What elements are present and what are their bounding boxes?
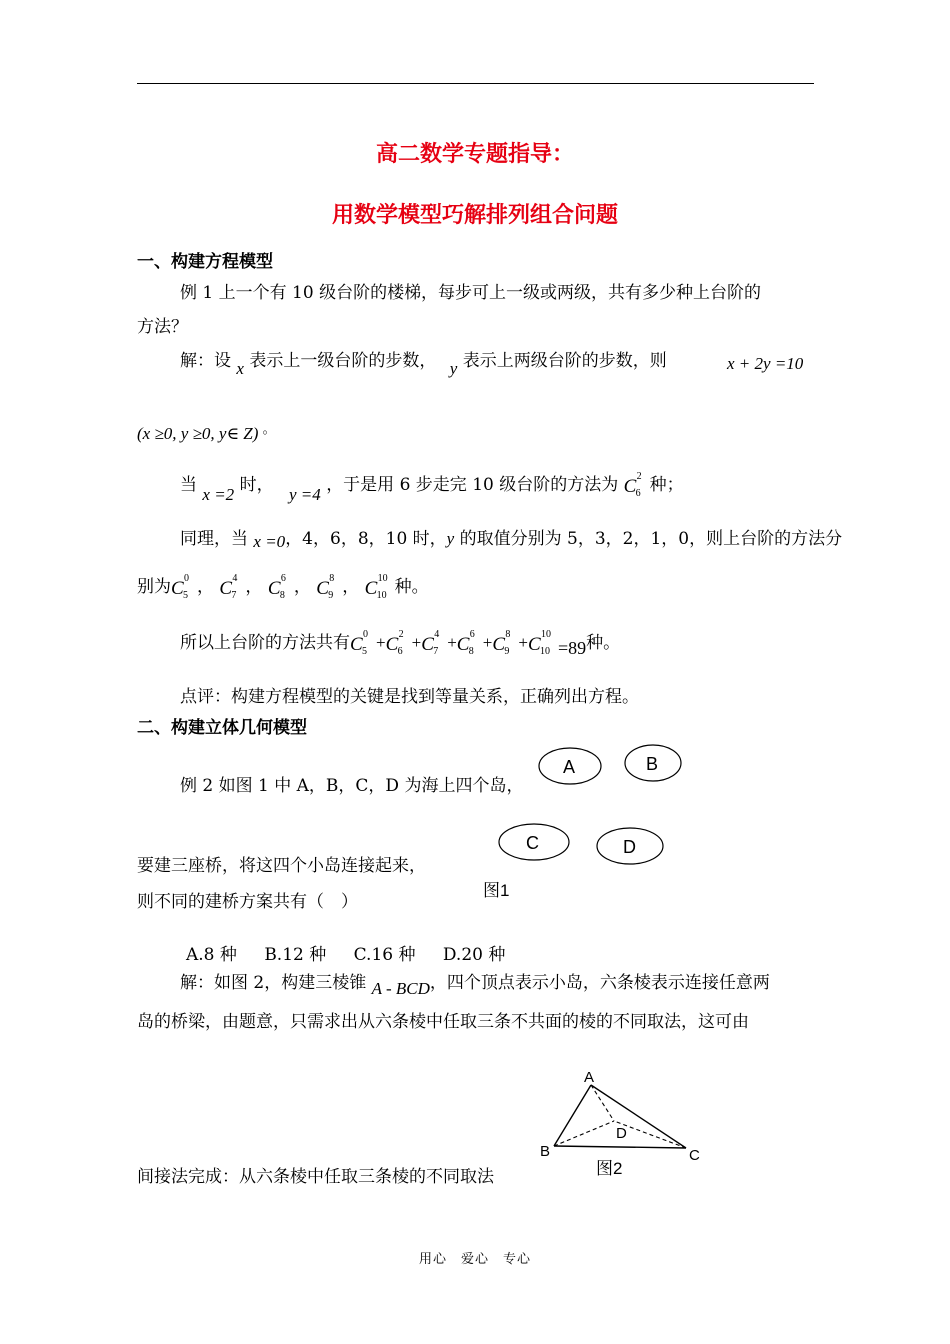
similar-text: 的取值分别为 5，3，2，1，0，则上台阶的方法分	[459, 529, 843, 549]
combination-c7-4: C 4 7	[219, 572, 238, 601]
respectively-end: 种。	[394, 577, 429, 597]
solution-text: 表示上两级台阶的步数，则	[462, 351, 667, 371]
combination-c9-8: C 8 9	[492, 628, 511, 657]
when-text: 当	[180, 475, 197, 495]
figure1-caption: 图1	[483, 881, 510, 900]
total-value: =89	[557, 638, 587, 658]
option-a: A.8 种	[186, 945, 237, 965]
when-line	[180, 470, 684, 504]
solution-text: 表示上一级台阶的步数，	[249, 351, 437, 371]
section2-heading: 二、构建立体几何模型	[137, 718, 307, 738]
variable-y: y	[446, 529, 455, 548]
page-subtitle: 用数学模型巧解排列组合问题	[331, 203, 618, 228]
constraint: (x ≥0, y ≥0, y∈ Z)	[137, 424, 263, 443]
edge-bd	[554, 1121, 614, 1146]
solution-text: 解：设	[180, 351, 231, 371]
plus-sign: +	[518, 633, 528, 652]
options-row	[186, 940, 505, 965]
y-value: y =4	[289, 485, 321, 504]
vertex-d-label: D	[616, 1125, 627, 1142]
option-d: D.20 种	[442, 945, 506, 965]
when-text: ，于是用 6 步走完 10 级台阶的方法为	[326, 475, 619, 495]
header-rule	[137, 83, 814, 84]
variable-x: x	[236, 359, 244, 378]
island-d-label: D	[623, 837, 636, 857]
total-line	[180, 628, 620, 657]
combination-c5-0: C 0 5	[350, 628, 368, 657]
similar-text: 同理，当	[180, 529, 248, 549]
page-title: 高二数学专题指导：	[375, 142, 574, 167]
option-b: B.12 种	[264, 945, 327, 965]
edge-bc	[554, 1146, 686, 1148]
example2-line2: 要建三座桥，将这四个小岛连接起来，	[137, 856, 426, 876]
edge-ab	[554, 1085, 591, 1146]
solution2-line1	[180, 968, 770, 998]
vertex-a-label: A	[584, 1069, 595, 1086]
combination-c6-2: C 2 6	[623, 470, 642, 499]
combination-c9-8: C 8 9	[316, 572, 335, 601]
when-text: 时，	[239, 475, 274, 495]
example2-line1: 例 2 如图 1 中 A，B，C，D 为海上四个岛，	[180, 776, 524, 796]
figure1-islands	[483, 738, 690, 910]
example2-line3: 则不同的建桥方案共有（ ）	[137, 892, 358, 912]
island-b-label: B	[646, 754, 659, 774]
respectively-text: 别为	[137, 577, 171, 597]
option-c: C.16 种	[353, 945, 416, 965]
island-c-label: C	[526, 833, 539, 853]
plus-sign: +	[376, 633, 386, 652]
solution2-line2: 岛的桥梁，由题意，只需求出从六条棱中任取三条不共面的棱的不同取法，这可由	[137, 1012, 749, 1032]
combination-c8-6: C 6 8	[456, 628, 475, 657]
similar-text: ，4，6，8，10 时，	[285, 529, 447, 549]
solution1-line	[180, 346, 667, 378]
combination-c8-6: C 6 8	[267, 572, 286, 601]
x-value: x =2	[202, 485, 235, 504]
example1-line1: 例 1 上一个有 10 级台阶的楼梯，每步可上一级或两级，共有多少种上台阶的	[180, 283, 762, 303]
combination-c7-4: C 4 7	[421, 628, 440, 657]
solution2-line3: 间接法完成：从六条棱中任取三条棱的不同取法	[137, 1167, 494, 1187]
total-end: 种。	[586, 633, 621, 653]
pyramid-name: A - BCD	[371, 979, 430, 998]
section1-heading: 一、构建方程模型	[137, 252, 273, 272]
island-a-label: A	[563, 757, 576, 777]
constraint-end: 。	[262, 422, 276, 437]
respectively-line: 别为 C 0 5 ， C 4 7 ， C 6 8 ， C 8 9 ， C 10 10 种。	[137, 572, 429, 601]
figure2-pyramid	[536, 1066, 706, 1180]
example1-line2: 方法？	[137, 317, 188, 337]
figure2-caption: 图2	[596, 1159, 623, 1178]
comment-line: 点评：构建方程模型的关键是找到等量关系，正确列出方程。	[180, 687, 639, 707]
when-text: 种；	[649, 475, 684, 495]
plus-sign: +	[411, 633, 422, 652]
total-text: 所以上台阶的方法共有	[180, 633, 350, 653]
edge-ac	[591, 1085, 686, 1148]
solution2-text: ，四个顶点表示小岛，六条棱表示连接任意两	[429, 973, 770, 993]
edge-ad	[591, 1085, 614, 1121]
combination-c10-10: C 10 10	[364, 572, 388, 601]
vertex-c-label: C	[689, 1147, 700, 1164]
plus-sign: +	[482, 633, 493, 652]
page-footer: 用心 爱心 专心	[418, 1252, 531, 1267]
equation: x + 2y =10	[727, 354, 804, 373]
x-zero: x =0	[253, 532, 286, 551]
plus-sign: +	[447, 633, 457, 652]
vertex-b-label: B	[540, 1143, 551, 1160]
combination-c10-10: C 10 10	[527, 628, 551, 657]
similar-line	[180, 524, 842, 549]
solution2-text: 解：如图 2，构建三棱锥	[180, 973, 367, 993]
constraint-line	[137, 424, 276, 444]
combination-c6-2: C 2 6	[385, 628, 404, 657]
variable-y: y	[449, 359, 458, 378]
combination-c5-0: C 0 5	[171, 572, 189, 601]
